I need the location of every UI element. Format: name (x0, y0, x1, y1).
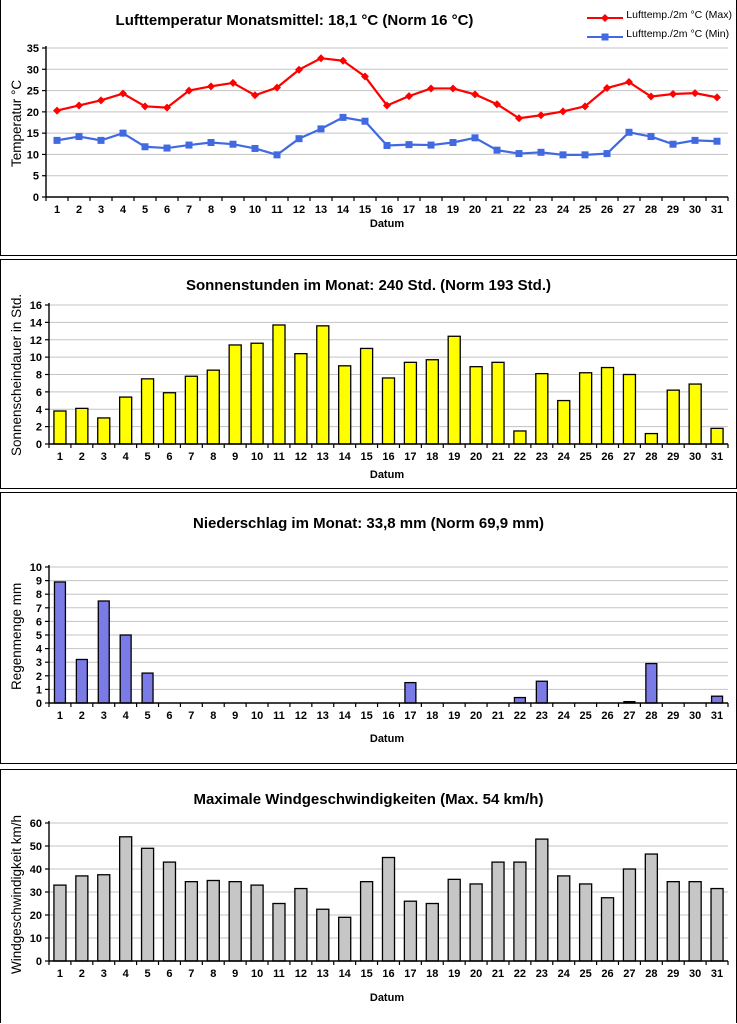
svg-text:4: 4 (35, 404, 42, 417)
svg-text:4: 4 (35, 643, 42, 656)
svg-text:29: 29 (666, 204, 680, 216)
svg-text:1: 1 (56, 451, 64, 463)
svg-text:14: 14 (338, 710, 351, 722)
svg-text:31: 31 (710, 710, 724, 722)
svg-text:11: 11 (273, 710, 285, 722)
svg-text:23: 23 (535, 968, 548, 980)
precipitation-x-axis-title: Datum (369, 733, 405, 745)
svg-text:29: 29 (667, 451, 680, 463)
svg-text:10: 10 (250, 968, 264, 980)
svg-text:27: 27 (623, 451, 636, 463)
svg-text:3: 3 (100, 451, 107, 463)
svg-text:28: 28 (645, 451, 658, 463)
svg-text:12: 12 (294, 710, 308, 722)
precipitation-chart (0, 492, 737, 764)
svg-text:24: 24 (557, 710, 570, 722)
svg-text:20: 20 (26, 106, 39, 119)
svg-text:10: 10 (29, 562, 42, 574)
svg-text:28: 28 (645, 710, 658, 722)
svg-text:5: 5 (32, 170, 39, 183)
svg-text:11: 11 (273, 968, 285, 980)
sunshine-plot-area (1, 260, 736, 488)
legend-label-temp-max: Lufttemp./2m °C (Max) (626, 8, 732, 21)
sunshine-chart (0, 259, 737, 489)
svg-text:20: 20 (469, 710, 483, 722)
svg-text:22: 22 (512, 204, 526, 216)
svg-text:24: 24 (557, 451, 570, 463)
svg-text:10: 10 (248, 204, 262, 216)
svg-text:3: 3 (35, 657, 42, 670)
svg-text:24: 24 (556, 204, 570, 216)
svg-text:6: 6 (163, 204, 171, 216)
temperature-plot-area (1, 0, 736, 255)
svg-text:0: 0 (32, 192, 39, 204)
svg-text:18: 18 (426, 451, 439, 463)
svg-text:6: 6 (166, 968, 173, 980)
svg-text:4: 4 (122, 710, 129, 722)
svg-text:30: 30 (689, 968, 702, 980)
svg-text:17: 17 (404, 710, 417, 722)
sunshine-chart-title: Sonnenstunden im Monat: 240 Std. (Norm 193 Std.) (185, 277, 552, 294)
svg-text:3: 3 (100, 968, 107, 980)
svg-text:22: 22 (513, 710, 527, 722)
svg-text:1: 1 (56, 968, 64, 980)
svg-text:9: 9 (232, 968, 239, 980)
svg-text:20: 20 (29, 910, 42, 922)
svg-text:5: 5 (144, 451, 151, 463)
svg-text:12: 12 (292, 204, 306, 216)
svg-text:31: 31 (710, 204, 724, 216)
svg-text:9: 9 (232, 451, 239, 463)
svg-text:16: 16 (382, 710, 395, 722)
svg-text:5: 5 (144, 968, 151, 980)
svg-text:16: 16 (380, 204, 394, 216)
svg-text:7: 7 (35, 602, 42, 615)
svg-text:23: 23 (535, 710, 548, 722)
svg-text:40: 40 (29, 864, 42, 876)
svg-text:20: 20 (469, 968, 483, 980)
svg-text:27: 27 (623, 968, 636, 980)
svg-text:22: 22 (513, 968, 527, 980)
svg-text:15: 15 (358, 204, 372, 216)
svg-text:16: 16 (382, 451, 395, 463)
svg-text:8: 8 (207, 204, 215, 216)
svg-text:23: 23 (534, 204, 548, 216)
svg-text:14: 14 (336, 204, 350, 216)
svg-text:23: 23 (535, 451, 548, 463)
svg-text:9: 9 (229, 204, 237, 216)
temperature-chart-title: Lufttemperatur Monatsmittel: 18,1 °C (Norm 16 °C) (115, 12, 474, 29)
svg-text:1: 1 (53, 204, 61, 216)
svg-text:5: 5 (144, 710, 151, 722)
svg-text:12: 12 (294, 451, 308, 463)
precipitation-plot-area (1, 493, 736, 763)
svg-text:2: 2 (35, 421, 42, 434)
svg-text:27: 27 (622, 204, 636, 216)
svg-text:17: 17 (404, 968, 417, 980)
svg-text:5: 5 (35, 630, 42, 642)
svg-text:8: 8 (210, 710, 217, 722)
precipitation-y-axis-title: Regenmenge mm (9, 582, 24, 690)
svg-text:24: 24 (557, 968, 570, 980)
svg-text:14: 14 (338, 451, 351, 463)
svg-text:0: 0 (35, 698, 42, 710)
wind-x-axis-title: Datum (369, 992, 405, 1004)
svg-text:13: 13 (314, 204, 328, 216)
svg-text:1: 1 (56, 710, 64, 722)
svg-text:2: 2 (78, 451, 85, 463)
svg-text:4: 4 (122, 451, 129, 463)
legend-label-temp-min: Lufttemp./2m °C (Min) (626, 27, 730, 40)
svg-text:10: 10 (26, 149, 39, 162)
svg-text:18: 18 (426, 710, 439, 722)
svg-text:27: 27 (623, 710, 636, 722)
svg-text:7: 7 (188, 451, 195, 463)
svg-text:21: 21 (491, 451, 505, 463)
svg-text:13: 13 (316, 968, 329, 980)
svg-text:4: 4 (119, 204, 127, 216)
svg-text:12: 12 (29, 334, 42, 347)
sunshine-y-axis-title: Sonnenscheindauer in Std. (9, 293, 24, 456)
svg-text:10: 10 (29, 933, 42, 945)
svg-text:12: 12 (294, 968, 308, 980)
svg-text:31: 31 (710, 968, 724, 980)
svg-text:26: 26 (601, 710, 614, 722)
svg-text:25: 25 (579, 710, 592, 722)
svg-text:60: 60 (29, 818, 42, 830)
svg-text:17: 17 (402, 204, 416, 216)
svg-text:7: 7 (185, 204, 193, 216)
svg-text:8: 8 (210, 968, 217, 980)
svg-text:19: 19 (448, 710, 461, 722)
temperature-x-axis-title: Datum (369, 218, 405, 230)
svg-text:13: 13 (316, 710, 329, 722)
svg-text:15: 15 (26, 128, 39, 141)
svg-text:20: 20 (468, 204, 482, 216)
svg-text:30: 30 (688, 204, 702, 216)
svg-text:25: 25 (579, 451, 592, 463)
svg-text:0: 0 (35, 439, 42, 451)
svg-text:26: 26 (600, 204, 614, 216)
svg-text:10: 10 (250, 710, 264, 722)
svg-text:0: 0 (35, 956, 42, 968)
svg-text:17: 17 (404, 451, 417, 463)
svg-text:30: 30 (689, 710, 702, 722)
svg-text:2: 2 (78, 968, 85, 980)
svg-text:6: 6 (35, 386, 42, 399)
temperature-chart (0, 0, 737, 256)
svg-text:22: 22 (513, 451, 527, 463)
svg-text:6: 6 (35, 616, 42, 629)
svg-text:8: 8 (210, 451, 217, 463)
svg-text:21: 21 (491, 710, 505, 722)
svg-text:10: 10 (250, 451, 264, 463)
svg-text:15: 15 (360, 968, 373, 980)
svg-text:11: 11 (271, 204, 283, 216)
svg-text:26: 26 (601, 968, 614, 980)
svg-text:2: 2 (35, 670, 42, 683)
svg-text:30: 30 (29, 887, 42, 899)
svg-text:31: 31 (710, 451, 724, 463)
svg-text:25: 25 (578, 204, 592, 216)
svg-text:15: 15 (360, 710, 373, 722)
svg-text:19: 19 (448, 451, 461, 463)
svg-text:2: 2 (75, 204, 83, 216)
svg-text:19: 19 (446, 204, 460, 216)
svg-text:5: 5 (141, 204, 149, 216)
svg-text:8: 8 (35, 369, 42, 382)
svg-text:2: 2 (78, 710, 85, 722)
svg-text:3: 3 (100, 710, 107, 722)
svg-text:9: 9 (35, 575, 42, 588)
svg-text:21: 21 (490, 204, 504, 216)
svg-text:18: 18 (424, 204, 438, 216)
svg-text:13: 13 (316, 451, 329, 463)
svg-text:30: 30 (26, 64, 39, 77)
svg-text:21: 21 (491, 968, 505, 980)
svg-text:29: 29 (667, 968, 680, 980)
svg-text:30: 30 (689, 451, 702, 463)
wind-plot-area (1, 770, 736, 1023)
svg-text:29: 29 (667, 710, 680, 722)
svg-text:25: 25 (579, 968, 592, 980)
svg-text:18: 18 (426, 968, 439, 980)
svg-text:8: 8 (35, 589, 42, 602)
temperature-y-axis-title: Temperatur °C (9, 79, 24, 167)
svg-text:10: 10 (29, 352, 42, 365)
svg-text:1: 1 (35, 684, 42, 697)
svg-text:14: 14 (338, 968, 351, 980)
svg-text:9: 9 (232, 710, 239, 722)
wind-chart (0, 769, 737, 1023)
svg-text:20: 20 (469, 451, 483, 463)
wind-chart-title: Maximale Windgeschwindigkeiten (Max. 54 km/h) (193, 791, 544, 808)
svg-text:15: 15 (360, 451, 373, 463)
svg-text:50: 50 (29, 841, 42, 853)
wind-y-axis-title: Windgeschwindigkeit km/h (9, 814, 24, 974)
svg-text:14: 14 (29, 317, 42, 330)
precipitation-chart-title: Niederschlag im Monat: 33,8 mm (Norm 69,9 mm) (193, 515, 544, 532)
svg-text:6: 6 (166, 710, 173, 722)
svg-text:25: 25 (26, 85, 39, 98)
svg-text:28: 28 (644, 204, 658, 216)
sunshine-x-axis-title: Datum (369, 469, 405, 481)
svg-text:19: 19 (448, 968, 461, 980)
svg-text:28: 28 (645, 968, 658, 980)
svg-text:11: 11 (273, 451, 285, 463)
svg-text:7: 7 (188, 710, 195, 722)
svg-text:7: 7 (188, 968, 195, 980)
svg-text:35: 35 (26, 43, 39, 55)
svg-text:16: 16 (382, 968, 395, 980)
svg-text:3: 3 (97, 204, 105, 216)
svg-text:6: 6 (166, 451, 173, 463)
svg-text:16: 16 (29, 300, 42, 312)
svg-text:4: 4 (122, 968, 129, 980)
svg-text:26: 26 (601, 451, 614, 463)
